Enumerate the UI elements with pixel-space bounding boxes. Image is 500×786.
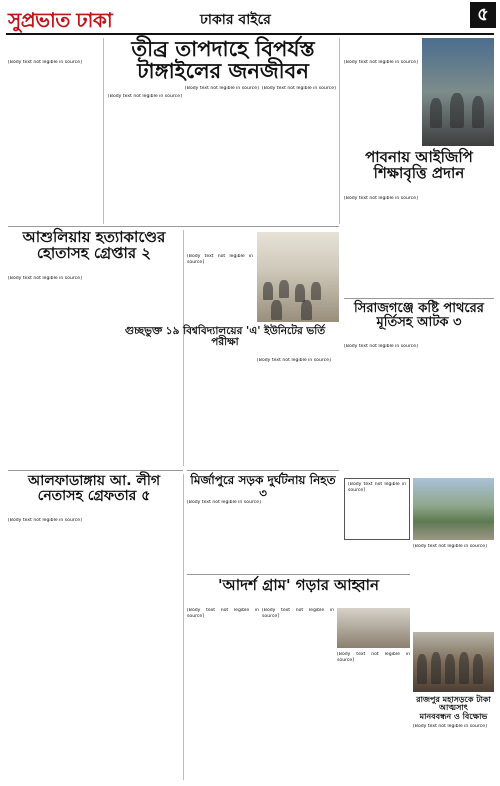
mid-col-article: [187, 232, 253, 234]
headline-line-2: টাঙ্গাইলের জনজীবন: [137, 59, 309, 84]
student-figure: [301, 300, 312, 320]
section-title: ঢাকার বাইরে: [200, 12, 271, 28]
headline-line-2: নেতাসহ গ্রেফতার ৫: [37, 487, 151, 504]
gst-body: [Body text not legible in source]: [257, 358, 331, 363]
heatwave-body-col-1: [Body text not legible in source]: [108, 94, 182, 99]
heatwave-body-col-2: [Body text not legible in source]: [185, 86, 259, 91]
headline-line-2: মানববন্ধন ও বিক্ষোভ: [419, 711, 488, 721]
headline-line-2: হোতাসহ গ্রেপ্তার ২: [36, 243, 152, 262]
section-rule: [187, 470, 339, 471]
student-figure: [271, 300, 282, 320]
adarsha-body-col-3: [Body text not legible in source]: [337, 652, 410, 664]
adarsha-headline: 'আদর্শ গ্রাম' গড়ার আহ্বান: [218, 576, 379, 594]
meeting-photo: [422, 38, 494, 146]
headline-line-1: তীব্র তাপদাহে বিপর্যস্ত: [131, 37, 315, 61]
ashulia-body: [Body text not legible in source]: [8, 276, 82, 281]
person-figure: [450, 93, 464, 128]
section-rule: [187, 574, 410, 575]
person-figure: [431, 652, 441, 684]
adarsha-body-col-1: [Body text not legible in source]: [187, 608, 259, 620]
lead-left-article: [8, 38, 100, 39]
kashti-headline: [344, 302, 494, 329]
person-figure: [445, 654, 455, 684]
student-figure: [311, 282, 321, 300]
headline-line-1: সিরাজগঞ্জে কষ্টি পাথরের: [354, 301, 484, 316]
exam-hall-photo: [257, 232, 339, 322]
page-number: ৫: [470, 2, 496, 28]
person-figure: [417, 654, 427, 684]
masthead-rule: [6, 33, 494, 35]
newspaper-logo: সুপ্রভাত ঢাকা: [8, 8, 113, 32]
igp-body: [Body text not legible in source]: [344, 196, 418, 201]
road-accident-headline: মির্জাপুরে সড়ক দুর্ঘটনায় নিহত ৩: [190, 473, 336, 500]
section-rule: [8, 226, 339, 227]
column-divider: [183, 474, 184, 780]
section-rule: [8, 470, 183, 471]
person-figure: [473, 654, 483, 684]
person-figure: [472, 96, 484, 128]
alfadanga-headline: [8, 474, 180, 503]
heatwave-headline: [108, 38, 338, 82]
headline-line-1: আলফাডাঙ্গায় আ. লীগ: [27, 473, 161, 489]
column-divider: [339, 38, 340, 224]
heatwave-body-col-3: [Body text not legible in source]: [262, 86, 336, 91]
center-small-box: [344, 478, 410, 540]
thumb-photo: [337, 608, 410, 648]
ashulia-headline: [8, 230, 180, 262]
top-right-article: [344, 38, 418, 40]
gst-headline: গুচ্ছভুক্ত ১৯ বিশ্ববিদ্যালয়ের 'এ' ইউনিটের ভর্তি পরীক্ষা: [124, 325, 326, 349]
human-chain-photo: [413, 632, 494, 692]
article-body: [Body text not legible in source]: [8, 60, 82, 65]
student-figure: [279, 280, 289, 298]
section-rule: [344, 298, 494, 299]
person-figure: [459, 652, 469, 684]
igp-headline: [344, 150, 494, 182]
rajshahi-headline: [413, 696, 494, 721]
person-figure: [430, 98, 442, 128]
right-col-body: [Body text not legible in source]: [413, 544, 487, 549]
adarsha-body-col-2: [Body text not legible in source]: [262, 608, 334, 620]
landscape-photo: [413, 478, 494, 540]
headline-line-1: আশুলিয়ায় হত্যাকাণ্ডের: [22, 228, 166, 246]
article-body: [Body text not legible in source]: [348, 482, 406, 494]
rajshahi-body: [Body text not legible in source]: [413, 724, 487, 729]
headline-line-1: রাজপুর মহাসড়কে টাকা আত্মসাৎ: [416, 695, 491, 713]
alfadanga-body: [Body text not legible in source]: [8, 518, 82, 523]
headline-line-1: পাবনায় আইজিপি: [365, 148, 473, 166]
road-accident-body: [Body text not legible in source]: [187, 500, 261, 505]
kashti-body: [Body text not legible in source]: [344, 344, 418, 349]
article-body: [Body text not legible in source]: [344, 60, 418, 65]
headline-line-2: শিক্ষাবৃত্তি প্রদান: [373, 163, 465, 182]
article-body: [Body text not legible in source]: [187, 254, 253, 266]
column-divider: [103, 38, 104, 224]
student-figure: [263, 282, 273, 300]
headline-line-2: মূর্তিসহ আটক ৩: [376, 314, 462, 330]
